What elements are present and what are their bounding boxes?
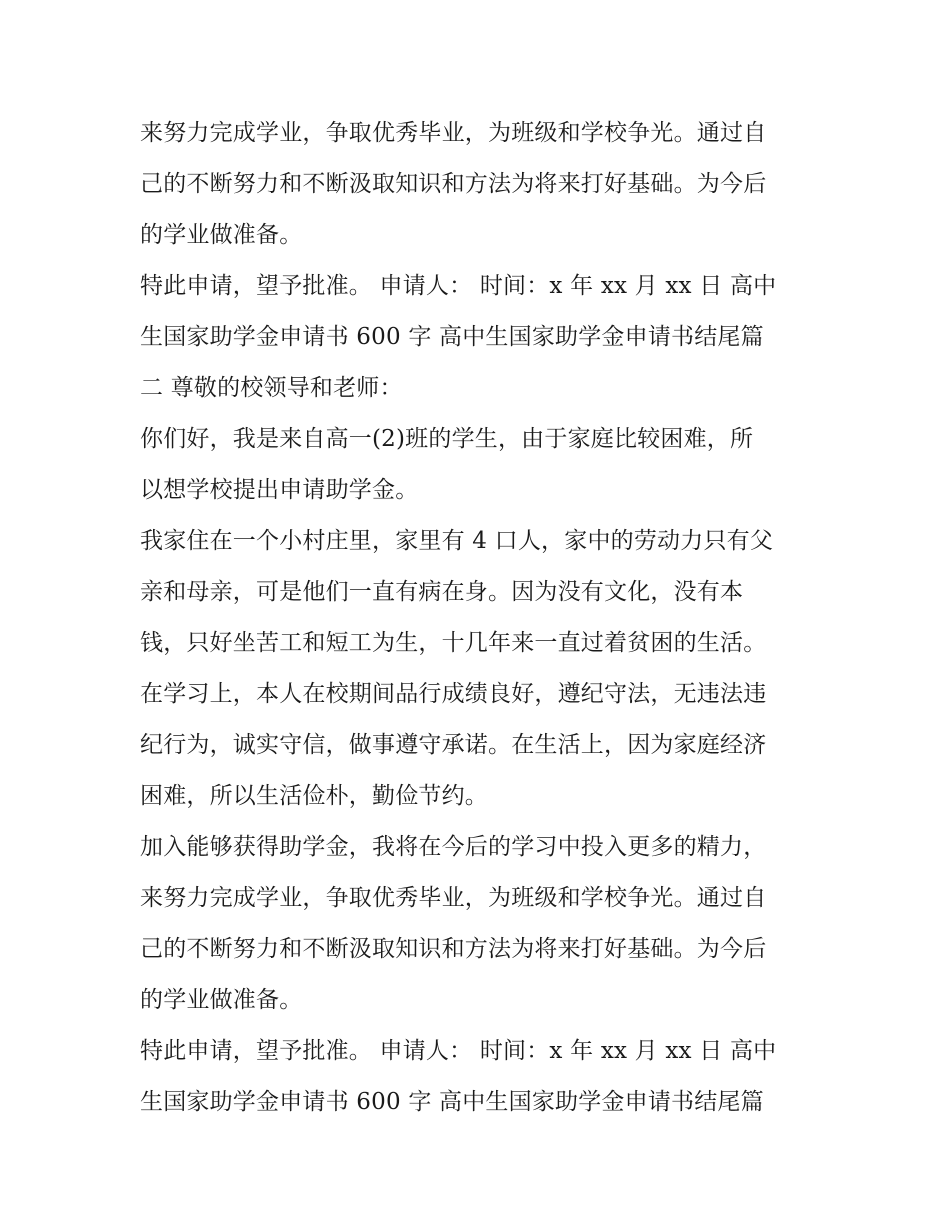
text-line-11: 钱，只好坐苦工和短工为生，十几年来一直过着贫困的生活。 <box>140 630 767 656</box>
text-line-17: 己的不断努力和不断汲取知识和方法为将来打好基础。为今后 <box>140 936 767 962</box>
text-line-6: 二 尊敬的校领导和老师： <box>140 375 403 401</box>
text-line-8: 以想学校提出申请助学金。 <box>140 477 419 503</box>
text-line-14: 困难，所以生活俭朴，勤俭节约。 <box>140 783 488 809</box>
text-line-10: 亲和母亲，可是他们一直有病在身。因为没有文化，没有本 <box>140 579 744 605</box>
document-body <box>140 108 820 1128</box>
text-line-4: 特此申请，望予批准。 申请人： 时间：x 年 xx 月 xx 日 高中 <box>140 273 777 299</box>
text-line-15: 加入能够获得助学金，我将在今后的学习中投入更多的精力， <box>140 834 767 860</box>
text-line-18: 的学业做准备。 <box>140 987 303 1013</box>
text-line-13: 纪行为，诚实守信，做事遵守承诺。在生活上，因为家庭经济 <box>140 732 767 758</box>
text-line-1: 来努力完成学业，争取优秀毕业，为班级和学校争光。通过自 <box>140 120 767 146</box>
text-line-3: 的学业做准备。 <box>140 222 303 248</box>
text-line-16: 来努力完成学业，争取优秀毕业，为班级和学校争光。通过自 <box>140 885 767 911</box>
text-line-9: 我家住在一个小村庄里，家里有 4 口人，家中的劳动力只有父 <box>140 528 774 554</box>
text-line-12: 在学习上，本人在校期间品行成绩良好，遵纪守法，无违法违 <box>140 681 767 707</box>
text-line-19: 特此申请，望予批准。 申请人： 时间：x 年 xx 月 xx 日 高中 <box>140 1038 777 1064</box>
text-line-2: 己的不断努力和不断汲取知识和方法为将来打好基础。为今后 <box>140 171 767 197</box>
text-line-20: 生国家助学金申请书 600 字 高中生国家助学金申请书结尾篇 <box>140 1089 764 1115</box>
text-line-5: 生国家助学金申请书 600 字 高中生国家助学金申请书结尾篇 <box>140 324 764 350</box>
text-line-7: 你们好，我是来自高一(2)班的学生，由于家庭比较困难，所 <box>140 426 754 452</box>
